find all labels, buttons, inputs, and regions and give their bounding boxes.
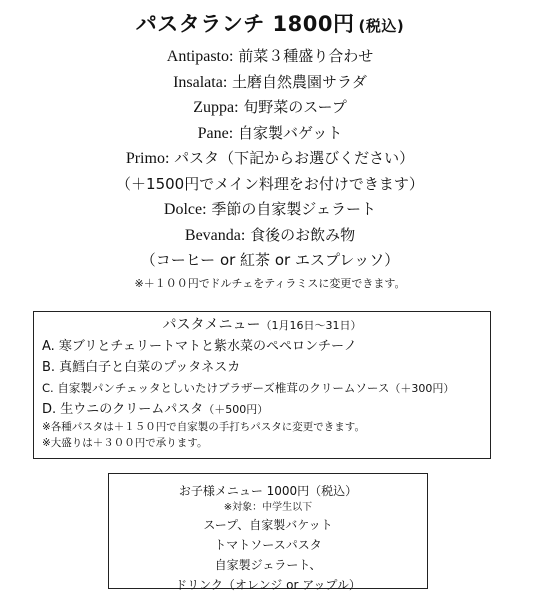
pasta-menu-title: パスタメニュー [162,317,261,333]
course-bevanda [0,223,540,249]
course-label: Pane: [197,124,234,142]
course-dish: 土磨自然農園サラダ [227,72,367,91]
pasta-item-name: D. 生ウニのクリームパスタ [42,401,204,417]
pasta-menu-period: （1月16日〜31日） [260,319,362,332]
course-dolce [0,197,540,223]
course-dish: 食後のお飲み物 [245,225,356,244]
course-label: Primo: [125,150,170,167]
kids-menu-item: ドリンク（オレンジ or アップル） [175,578,361,592]
pasta-menu-box [33,311,491,459]
course-dish: 前菜３種盛り合わせ [233,47,374,65]
lunch-title: パスタランチ 1800円 [135,12,355,36]
kids-menu-target: ※対象：中学生以下 [223,502,313,513]
course-primo [0,146,540,172]
pasta-item-name: A. 寒ブリとチェリートマトと紫水菜のペペロンチーノ [42,339,357,354]
pasta-menu-heading [42,314,482,337]
course-pane [0,121,540,147]
pasta-item-price: （＋300円） [389,382,455,395]
kids-menu-item: トマトソースパスタ [214,538,322,552]
dolce-note: ※＋１００円でドルチェをティラミスに変更できます。 [134,276,406,290]
course-label: Zuppa: [193,99,239,116]
pasta-item-name: B. 真鱈白子と白菜のプッタネスカ [42,359,241,375]
course-zuppa [0,95,540,121]
course-dish: （コーヒー or 紅茶 or エスプレッソ） [140,251,400,269]
pasta-item-c [42,378,490,400]
course-list [0,44,540,294]
kids-menu-box [108,473,428,592]
course-label: Insalata: [173,73,228,91]
course-dish: 季節の自家製ジェラート [206,200,377,218]
course-primo-option [0,172,540,198]
kids-menu-title: お子様メニュー 1000円（税込） [178,484,358,498]
course-antipasto [0,44,540,70]
pasta-item-a [42,337,490,358]
tax-note: (税込) [358,17,405,35]
page-title [0,8,540,38]
pasta-item-d [42,400,490,421]
pasta-item-b [42,358,490,379]
course-label: Bevanda: [184,226,246,244]
course-dish: （＋1500円でメイン料理をお付けできます） [116,174,424,193]
pasta-item-price: （＋500円） [203,402,269,416]
course-insalata [0,70,540,96]
course-dish: パスタ（下記からお選びください） [169,149,415,167]
course-label: Antipasto: [166,48,234,65]
kids-menu-item: スープ、自家製バケット [203,518,333,532]
course-label: Dolce: [163,201,207,218]
pasta-item-name: C. 自家製パンチェッタとしいたけブラザーズ椎茸のクリームソース [42,381,390,395]
handmade-pasta-note: ※各種パスタは＋１５０円で自家製の手打ちパスタに変更できます。 [42,421,365,433]
large-portion-note: ※大盛りは＋３００円で承ります。 [42,436,208,449]
course-bevanda-options [0,248,540,274]
course-dish: 自家製バゲット [233,123,343,142]
course-dish: 旬野菜のスープ [238,98,347,116]
kids-menu-item: 自家製ジェラート、 [214,558,322,572]
